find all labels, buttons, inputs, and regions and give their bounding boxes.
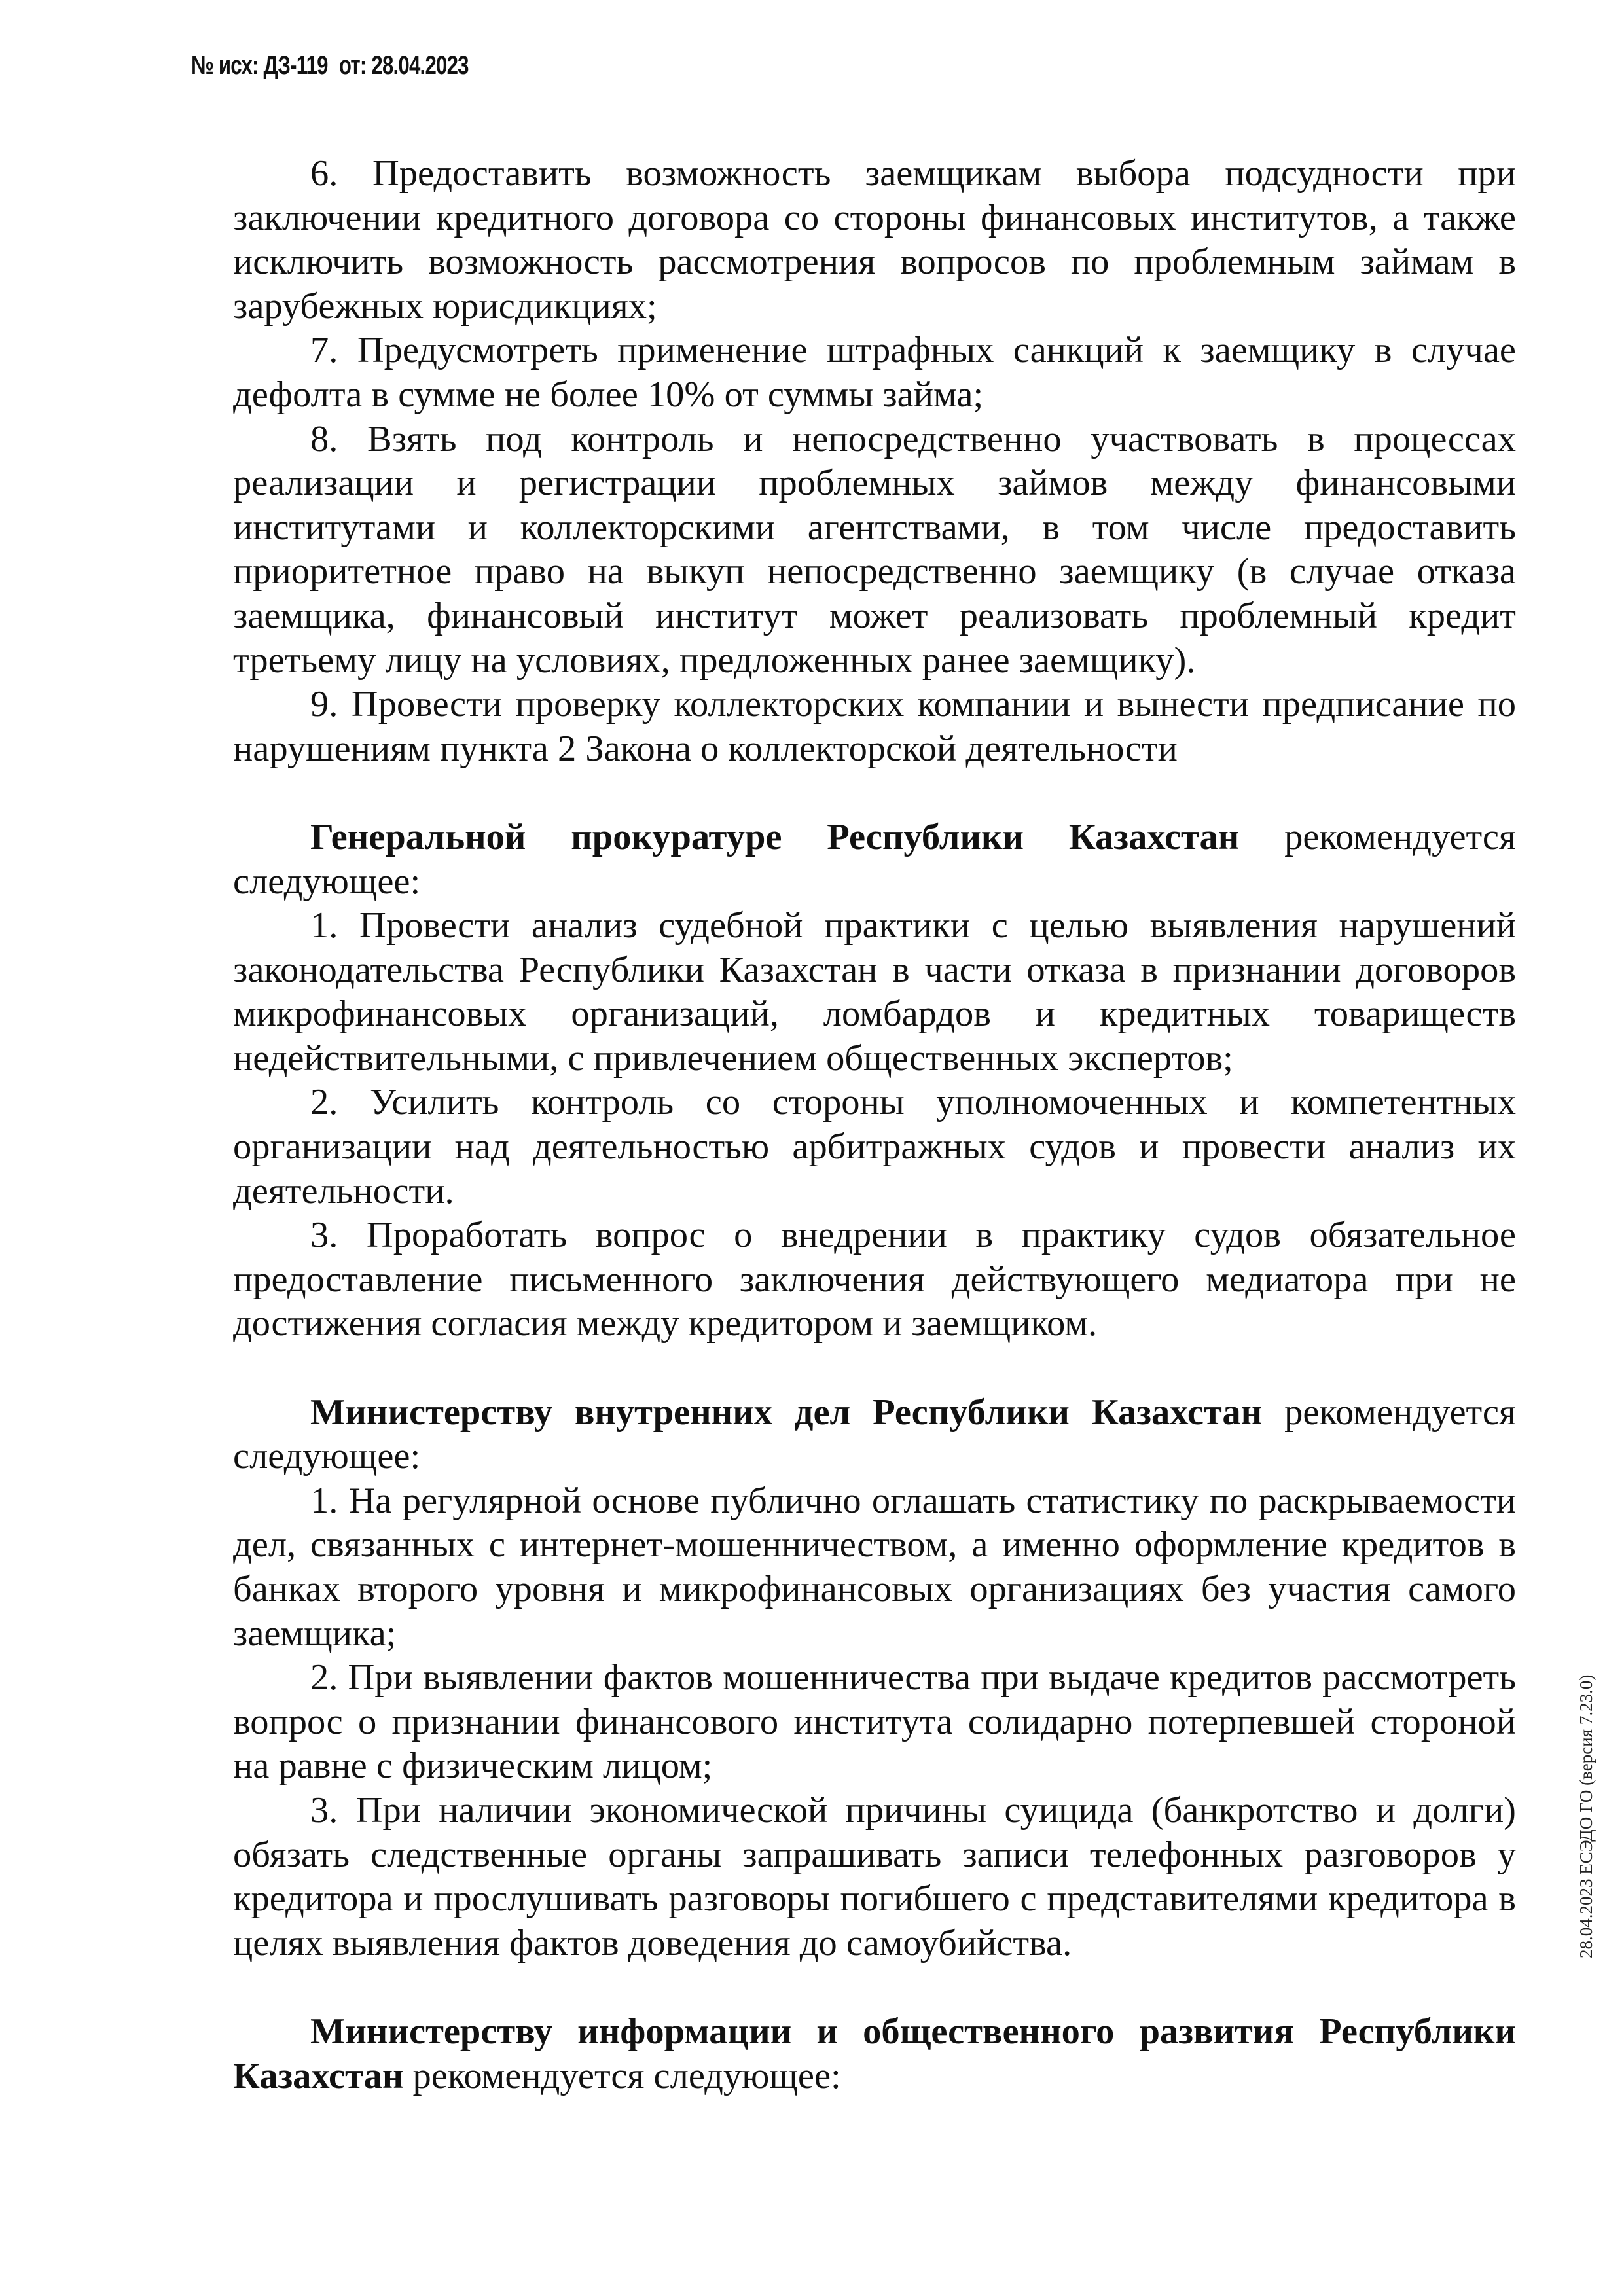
- heading-suffix: рекомендуется следующее:: [233, 1391, 1516, 1477]
- paragraph-spacer: [233, 1346, 1516, 1391]
- registration-header: [191, 51, 469, 81]
- list-item: 9. Провести проверку коллекторских компании и вынести предписание по нарушениям пункта 2 Закона о коллекторской деятельности: [233, 684, 1516, 769]
- addressee-prosecutor: Генеральной прокуратуре Республики Казахстан: [310, 816, 1240, 857]
- heading-suffix: рекомендуется следующее:: [233, 816, 1516, 902]
- list-item: 7. Предусмотреть применение штрафных санкций к заемщику в случае дефолта в сумме не более 10% от суммы займа;: [233, 330, 1516, 415]
- document-body: [233, 152, 1516, 2098]
- list-item: 2. При выявлении фактов мошенничества при выдаче кредитов рассмотреть вопрос о признании финансового института солидарно потерпевшей стороной на равне с физическим лицом;: [233, 1657, 1516, 1787]
- list-item: 3. Проработать вопрос о внедрении в практику судов обязательное предоставление письменного заключения действующего медиатора при не достижения согласия между кредитором и заемщиком.: [233, 1215, 1516, 1344]
- list-item: 2. Усилить контроль со стороны уполномоченных и компетентных организации над деятельностью арбитражных судов и провести анализ их деятельности.: [233, 1082, 1516, 1211]
- edms-side-stamp: 28.04.2023 ЕСЭДО ГО (версия 7.23.0): [1576, 1674, 1596, 1958]
- list-item: 6. Предоставить возможность заемщикам выбора подсудности при заключении кредитного договора со стороны финансовых институтов, а также исключить возможность рассмотрения вопросов по проблемным займам в зарубежных юрисдикциях;: [233, 153, 1516, 327]
- paragraph-spacer: [233, 771, 1516, 816]
- paragraph-spacer: [233, 1965, 1516, 2010]
- heading-suffix: рекомендуется следующее:: [403, 2055, 841, 2096]
- section-heading-prosecutor: [233, 816, 1516, 904]
- list-item: 1. На регулярной основе публично оглашать статистику по раскрываемости дел, связанных с интернет-мошенничеством, а именно оформление кредитов в банках второго уровня и микрофинансовых организациях без участия самого заемщика;: [233, 1480, 1516, 1654]
- addressee-information: Министерству информации и общественного развития Республики Казахстан: [233, 2011, 1516, 2096]
- list-item: 8. Взять под контроль и непосредственно участвовать в процессах реализации и регистрации проблемных займов между финансовыми институтами и коллекторскими агентствами, в том числе предоставить приоритетное право на выкуп непосредственно заемщику (в случае отказа заемщика, финансовый институт может реализовать проблемный кредит третьему лицу на условиях, предложенных ранее заемщику).: [233, 418, 1516, 681]
- addressee-interior: Министерству внутренних дел Республики Казахстан: [310, 1391, 1263, 1433]
- list-item: 1. Провести анализ судебной практики с целью выявления нарушений законодательства Республики Казахстан в части отказа в признании договоров микрофинансовых организаций, ломбардов и кредитных товариществ недействительными, с привлечением общественных экспертов;: [233, 905, 1516, 1079]
- list-item: 3. При наличии экономической причины суицида (банкротство и долги) обязать следственные органы запрашивать записи телефонных разговоров у кредитора и прослушивать разговоры погибшего с представителями кредитора в целях выявления фактов доведения до самоубийства.: [233, 1789, 1516, 1964]
- section-heading-interior: [233, 1391, 1516, 1479]
- registration-date: от: 28.04.2023: [338, 51, 469, 80]
- section-heading-information: [233, 2010, 1516, 2098]
- registration-number: № исх: ДЗ-119: [191, 51, 328, 80]
